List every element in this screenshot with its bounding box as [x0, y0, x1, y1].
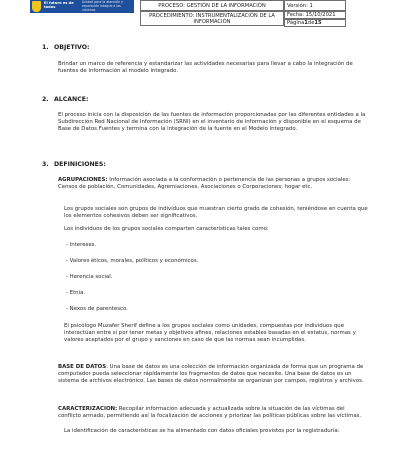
objetivo-paragraph: Brindar un marco de referencia y estandarizar las actividades necesarias para llevar a cabo la integración de fuentes de información al modelo integrado. — [58, 61, 353, 75]
procedimiento-cell: PROCEDIMIENTO: INSTRUMENTALIZACIÓN DE LA INFORMACIÓN — [140, 11, 284, 26]
section-title: DEFINICIONES: — [54, 161, 106, 168]
section-number: 3. — [42, 161, 49, 168]
caracterizacion-paragraph-2: La identificación de características se ha alimentado con datos oficiales provistos por la registraduría: — [64, 428, 340, 434]
alcance-paragraph: El proceso inicia con la disposición de las fuentes de información proporcionadas por las diferentes entidades a la Subdirección Red Nacional de Información (SRNI) en el inventario de información y disponible en el esquema de Base de Datos Fuentes y termina con la integración de la fuente en el Modelo integrado. — [58, 112, 366, 133]
grupos-paragraph-2: Los individuos de los grupos sociales comparten características tales como: — [64, 226, 269, 232]
caracterizacion-definition — [58, 406, 368, 420]
caracterizacion-text: Recopilar información adecuada y actualizada sobre la situación de las víctimas del conflicto armado, permitiendo así la focalización de acciones y priorizar las políticas públicas sobre las víctimas. — [58, 406, 362, 420]
section-number: 2. — [42, 96, 49, 103]
list-item: - Herencia social. — [66, 274, 113, 280]
section-heading-alcance — [42, 96, 88, 103]
version-cell: Versión: 1 — [284, 0, 346, 11]
list-item: - Nexos de parentesco. — [66, 306, 128, 312]
pagina-mid: de — [307, 20, 315, 26]
term-agrupaciones: AGRUPACIONES: — [58, 177, 108, 183]
section-number: 1. — [42, 44, 49, 51]
section-heading-definiciones — [42, 161, 106, 168]
agrupaciones-definition — [58, 177, 368, 191]
logo-entity-name: Unidad para la atención y reparación integral a las víctimas — [82, 0, 124, 12]
shield-icon — [32, 1, 41, 12]
list-item: - Valores éticos, morales, políticos y económicos. — [66, 258, 199, 264]
grupos-paragraph-1: Los grupos sociales son grupos de individuos que muestran cierto grado de cohesión, teniéndose en cuenta que los elementos cohesivos deben ser significativos. — [64, 206, 368, 220]
pagina-prefix: Página — [287, 20, 305, 26]
term-caracterizacion: CARACTERIZACION: — [58, 406, 118, 412]
pagina-total: 15 — [314, 20, 322, 26]
base-de-datos-text: : Una base de datos es una colección de información organizada de forma que un programa de computador pueda seleccionar rápidamente los fragmentos de datos que necesite. Una base de datos es un sistema de archivos electrónico. Las bases de datos normalmente se organizan por campos, registros y archivos. — [58, 364, 364, 385]
pagina-cell — [284, 19, 346, 27]
term-base-de-datos: BASE DE DATOS — [58, 364, 107, 370]
section-title: ALCANCE: — [54, 96, 89, 103]
section-title: OBJETIVO: — [54, 44, 90, 51]
proceso-cell: PROCESO: GESTIÓN DE LA INFORMACIÓN — [140, 0, 284, 11]
government-logo — [30, 0, 134, 13]
agrupaciones-text: Información asociada a la conformación o pertenencia de las personas a grupos sociales: Censos de población, Comunidades, Agremiaciones, Asociaciones o Corporaciones; hogar etc. — [58, 177, 351, 191]
section-heading-objetivo — [42, 44, 89, 51]
fecha-cell: Fecha: 15/10/2021 — [284, 11, 346, 19]
base-de-datos-definition — [58, 364, 368, 386]
list-item: - Intereses. — [66, 242, 97, 248]
logo-slogan: El futuro es de todos — [44, 1, 74, 10]
document-header — [30, 0, 372, 36]
sherif-paragraph: El psicólogo Muzafer Sherif define a los grupos sociales como unidades, compuestas por individuos que interactúan entre sí por tener metas y objetivos afines, relaciones estables basadas en el estatus, normas y valores aceptados por el grupo y sanciones en caso de que las normas sean incumplidas. — [64, 323, 356, 344]
pagina-number: 1 — [304, 20, 308, 26]
list-item: - Etnia. — [66, 290, 86, 296]
